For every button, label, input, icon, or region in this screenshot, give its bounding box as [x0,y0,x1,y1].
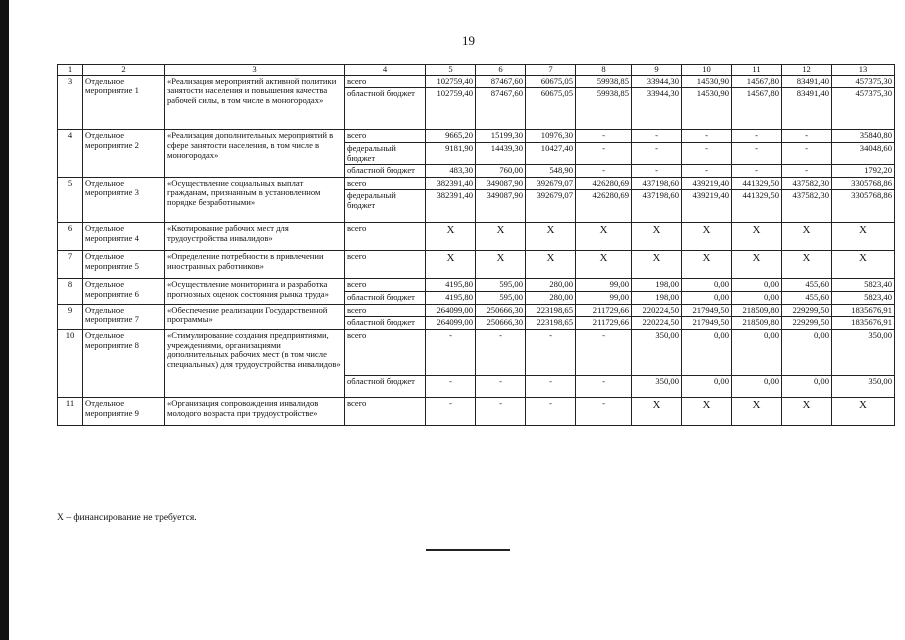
amount-cell: 1792,20 [832,165,895,178]
amount-cell: - [682,165,732,178]
amount-cell: 1835676,91 [832,317,895,330]
amount-cell: 83491,40 [782,75,832,88]
amount-cell: 0,00 [732,292,782,305]
amount-cell: 0,00 [732,375,782,397]
amount-cell: 0,00 [682,292,732,305]
table-row [58,397,895,425]
amount-cell: - [632,130,682,143]
column-header: 6 [476,65,526,76]
funding-source: областной бюджет [345,88,426,130]
amount-cell: X [682,251,732,279]
amount-cell: X [832,223,895,251]
measure-name: «Квотирование рабочих мест для трудоустройства инвалидов» [165,223,345,251]
amount-cell: 595,00 [476,292,526,305]
column-header: 11 [732,65,782,76]
amount-cell: 426280,69 [576,190,632,223]
amount-cell: 59938,85 [576,88,632,130]
amount-cell: 0,00 [782,375,832,397]
column-header: 4 [345,65,426,76]
amount-cell: X [832,397,895,425]
measure-label: Отдельное мероприятие 9 [83,397,165,425]
column-header: 1 [58,65,83,76]
amount-cell: 217949,50 [682,304,732,317]
amount-cell: - [782,130,832,143]
measure-label: Отдельное мероприятие 5 [83,251,165,279]
amount-cell: 280,00 [526,292,576,305]
amount-cell: 9665,20 [426,130,476,143]
amount-cell: 102759,40 [426,88,476,130]
amount-cell: - [682,130,732,143]
amount-cell: 760,00 [476,165,526,178]
amount-cell: 10976,30 [526,130,576,143]
funding-source: областной бюджет [345,165,426,178]
amount-cell: - [576,165,632,178]
amount-cell: - [632,142,682,164]
amount-cell: 14567,80 [732,88,782,130]
amount-cell: - [476,397,526,425]
amount-cell: 349087,90 [476,177,526,190]
measure-name: «Стимулирование создания предприятиями, учреждениями, организациями дополнительных рабочих мест (в том числе специальных) для трудоустройства инвалидов» [165,329,345,397]
funding-source: всего [345,177,426,190]
amount-cell: 457375,30 [832,88,895,130]
amount-cell: 229299,50 [782,304,832,317]
amount-cell: - [576,142,632,164]
amount-cell: 220224,50 [632,304,682,317]
measure-label: Отдельное мероприятие 1 [83,75,165,130]
row-number: 10 [58,329,83,397]
scan-edge [0,0,9,640]
funding-source: федеральный бюджет [345,190,426,223]
row-number: 7 [58,251,83,279]
amount-cell: - [632,165,682,178]
amount-cell: 382391,40 [426,190,476,223]
column-header: 12 [782,65,832,76]
amount-cell: - [476,375,526,397]
measure-label: Отдельное мероприятие 3 [83,177,165,223]
amount-cell: X [526,251,576,279]
table-row [58,223,895,251]
amount-cell: 548,90 [526,165,576,178]
funding-source: всего [345,397,426,425]
amount-cell: - [526,375,576,397]
amount-cell: 229299,50 [782,317,832,330]
column-header: 2 [83,65,165,76]
amount-cell: 441329,50 [732,190,782,223]
financing-table [57,64,895,426]
amount-cell: X [526,223,576,251]
row-number: 6 [58,223,83,251]
amount-cell: X [576,251,632,279]
table-row [58,177,895,190]
amount-cell: X [576,223,632,251]
funding-source: всего [345,251,426,279]
amount-cell: 218509,80 [732,304,782,317]
measure-name: «Обеспечение реализации Государственной программы» [165,304,345,329]
column-header: 3 [165,65,345,76]
column-header: 5 [426,65,476,76]
amount-cell: - [576,130,632,143]
amount-cell: 59938,85 [576,75,632,88]
amount-cell: 5823,40 [832,292,895,305]
amount-cell: 14567,80 [732,75,782,88]
amount-cell: 350,00 [832,329,895,375]
amount-cell: 349087,90 [476,190,526,223]
amount-cell: 14530,90 [682,88,732,130]
amount-cell: X [832,251,895,279]
amount-cell: X [682,397,732,425]
amount-cell: - [526,397,576,425]
amount-cell: 34048,60 [832,142,895,164]
funding-source: всего [345,304,426,317]
amount-cell: 9181,90 [426,142,476,164]
amount-cell: 198,00 [632,292,682,305]
table-row [58,304,895,317]
amount-cell: X [426,251,476,279]
amount-cell: X [476,223,526,251]
amount-cell: 87467,60 [476,75,526,88]
row-number: 5 [58,177,83,223]
amount-cell: 211729,66 [576,317,632,330]
amount-cell: X [476,251,526,279]
column-header: 7 [526,65,576,76]
funding-source: областной бюджет [345,317,426,330]
amount-cell: 264099,00 [426,304,476,317]
amount-cell: 3305768,86 [832,190,895,223]
measure-name: «Реализация мероприятий активной политики занятости населения и повышения качества рабочей силы, в том числе в моногородах» [165,75,345,130]
amount-cell: 437198,60 [632,190,682,223]
funding-source: федеральный бюджет [345,142,426,164]
amount-cell: - [576,375,632,397]
amount-cell: - [426,329,476,375]
amount-cell: - [782,142,832,164]
funding-source: всего [345,130,426,143]
funding-source: всего [345,75,426,88]
measure-name: «Осуществление социальных выплат гражданам, признанным в установленном порядке безработными» [165,177,345,223]
header-row [58,65,895,76]
column-header: 8 [576,65,632,76]
amount-cell: 382391,40 [426,177,476,190]
amount-cell: - [682,142,732,164]
amount-cell: 280,00 [526,279,576,292]
amount-cell: - [732,165,782,178]
table-row [58,75,895,88]
amount-cell: 350,00 [632,375,682,397]
amount-cell: 99,00 [576,292,632,305]
amount-cell: 218509,80 [732,317,782,330]
amount-cell: 437582,30 [782,190,832,223]
funding-source: областной бюджет [345,292,426,305]
amount-cell: X [732,397,782,425]
amount-cell: 439219,40 [682,190,732,223]
amount-cell: 595,00 [476,279,526,292]
amount-cell: 4195,80 [426,279,476,292]
amount-cell: 350,00 [632,329,682,375]
amount-cell: 4195,80 [426,292,476,305]
funding-source: всего [345,279,426,292]
amount-cell: X [732,223,782,251]
amount-cell: - [476,329,526,375]
amount-cell: 250666,30 [476,317,526,330]
amount-cell: 87467,60 [476,88,526,130]
funding-source: всего [345,223,426,251]
measure-label: Отдельное мероприятие 6 [83,279,165,304]
measure-label: Отдельное мероприятие 2 [83,130,165,178]
amount-cell: - [732,142,782,164]
table-row [58,279,895,292]
amount-cell: X [632,223,682,251]
amount-cell: 223198,65 [526,317,576,330]
amount-cell: X [782,251,832,279]
amount-cell: 0,00 [732,279,782,292]
footnote: X – финансирование не требуется. [57,513,197,523]
measure-name: «Реализация дополнительных мероприятий в сфере занятости населения, в том числе в моногородах» [165,130,345,178]
amount-cell: 60675,05 [526,88,576,130]
amount-cell: X [632,397,682,425]
amount-cell: X [782,397,832,425]
amount-cell: 0,00 [782,329,832,375]
amount-cell: 437582,30 [782,177,832,190]
amount-cell: 0,00 [732,329,782,375]
measure-name: «Организация сопровождения инвалидов молодого возраста при трудоустройстве» [165,397,345,425]
column-header: 13 [832,65,895,76]
amount-cell: 437198,60 [632,177,682,190]
amount-cell: 455,60 [782,279,832,292]
amount-cell: 5823,40 [832,279,895,292]
amount-cell: 211729,66 [576,304,632,317]
amount-cell: - [576,397,632,425]
amount-cell: 264099,00 [426,317,476,330]
measure-name: «Определение потребности в привлечении иностранных работников» [165,251,345,279]
page-number: 19 [462,33,475,48]
measure-label: Отдельное мероприятие 4 [83,223,165,251]
amount-cell: 35840,80 [832,130,895,143]
table-row [58,329,895,375]
amount-cell: 441329,50 [732,177,782,190]
amount-cell: - [426,375,476,397]
amount-cell: - [526,329,576,375]
amount-cell: X [732,251,782,279]
amount-cell: 220224,50 [632,317,682,330]
amount-cell: - [426,397,476,425]
measure-name: «Осуществление мониторинга и разработка прогнозных оценок состояния рынка труда» [165,279,345,304]
amount-cell: X [426,223,476,251]
amount-cell: X [632,251,682,279]
amount-cell: 392679,07 [526,190,576,223]
amount-cell: - [576,329,632,375]
amount-cell: 392679,07 [526,177,576,190]
amount-cell: 14439,30 [476,142,526,164]
amount-cell: X [782,223,832,251]
measure-label: Отдельное мероприятие 7 [83,304,165,329]
row-number: 9 [58,304,83,329]
amount-cell: - [732,130,782,143]
amount-cell: 0,00 [682,329,732,375]
amount-cell: 457375,30 [832,75,895,88]
measure-label: Отдельное мероприятие 8 [83,329,165,397]
signature-line [426,549,510,551]
amount-cell: - [782,165,832,178]
table-row [58,130,895,143]
row-number: 3 [58,75,83,130]
amount-cell: 0,00 [682,279,732,292]
amount-cell: 483,30 [426,165,476,178]
amount-cell: 223198,65 [526,304,576,317]
amount-cell: 33944,30 [632,75,682,88]
amount-cell: 439219,40 [682,177,732,190]
amount-cell: 455,60 [782,292,832,305]
amount-cell: 250666,30 [476,304,526,317]
amount-cell: X [682,223,732,251]
amount-cell: 83491,40 [782,88,832,130]
amount-cell: 15199,30 [476,130,526,143]
amount-cell: 198,00 [632,279,682,292]
table-row [58,251,895,279]
amount-cell: 10427,40 [526,142,576,164]
amount-cell: 350,00 [832,375,895,397]
amount-cell: 102759,40 [426,75,476,88]
amount-cell: 426280,69 [576,177,632,190]
funding-source: областной бюджет [345,375,426,397]
row-number: 11 [58,397,83,425]
funding-source: всего [345,329,426,375]
amount-cell: 3305768,86 [832,177,895,190]
amount-cell: 60675,05 [526,75,576,88]
amount-cell: 217949,50 [682,317,732,330]
row-number: 4 [58,130,83,178]
row-number: 8 [58,279,83,304]
amount-cell: 99,00 [576,279,632,292]
amount-cell: 33944,30 [632,88,682,130]
amount-cell: 14530,90 [682,75,732,88]
column-header: 10 [682,65,732,76]
amount-cell: 1835676,91 [832,304,895,317]
column-header: 9 [632,65,682,76]
amount-cell: 0,00 [682,375,732,397]
